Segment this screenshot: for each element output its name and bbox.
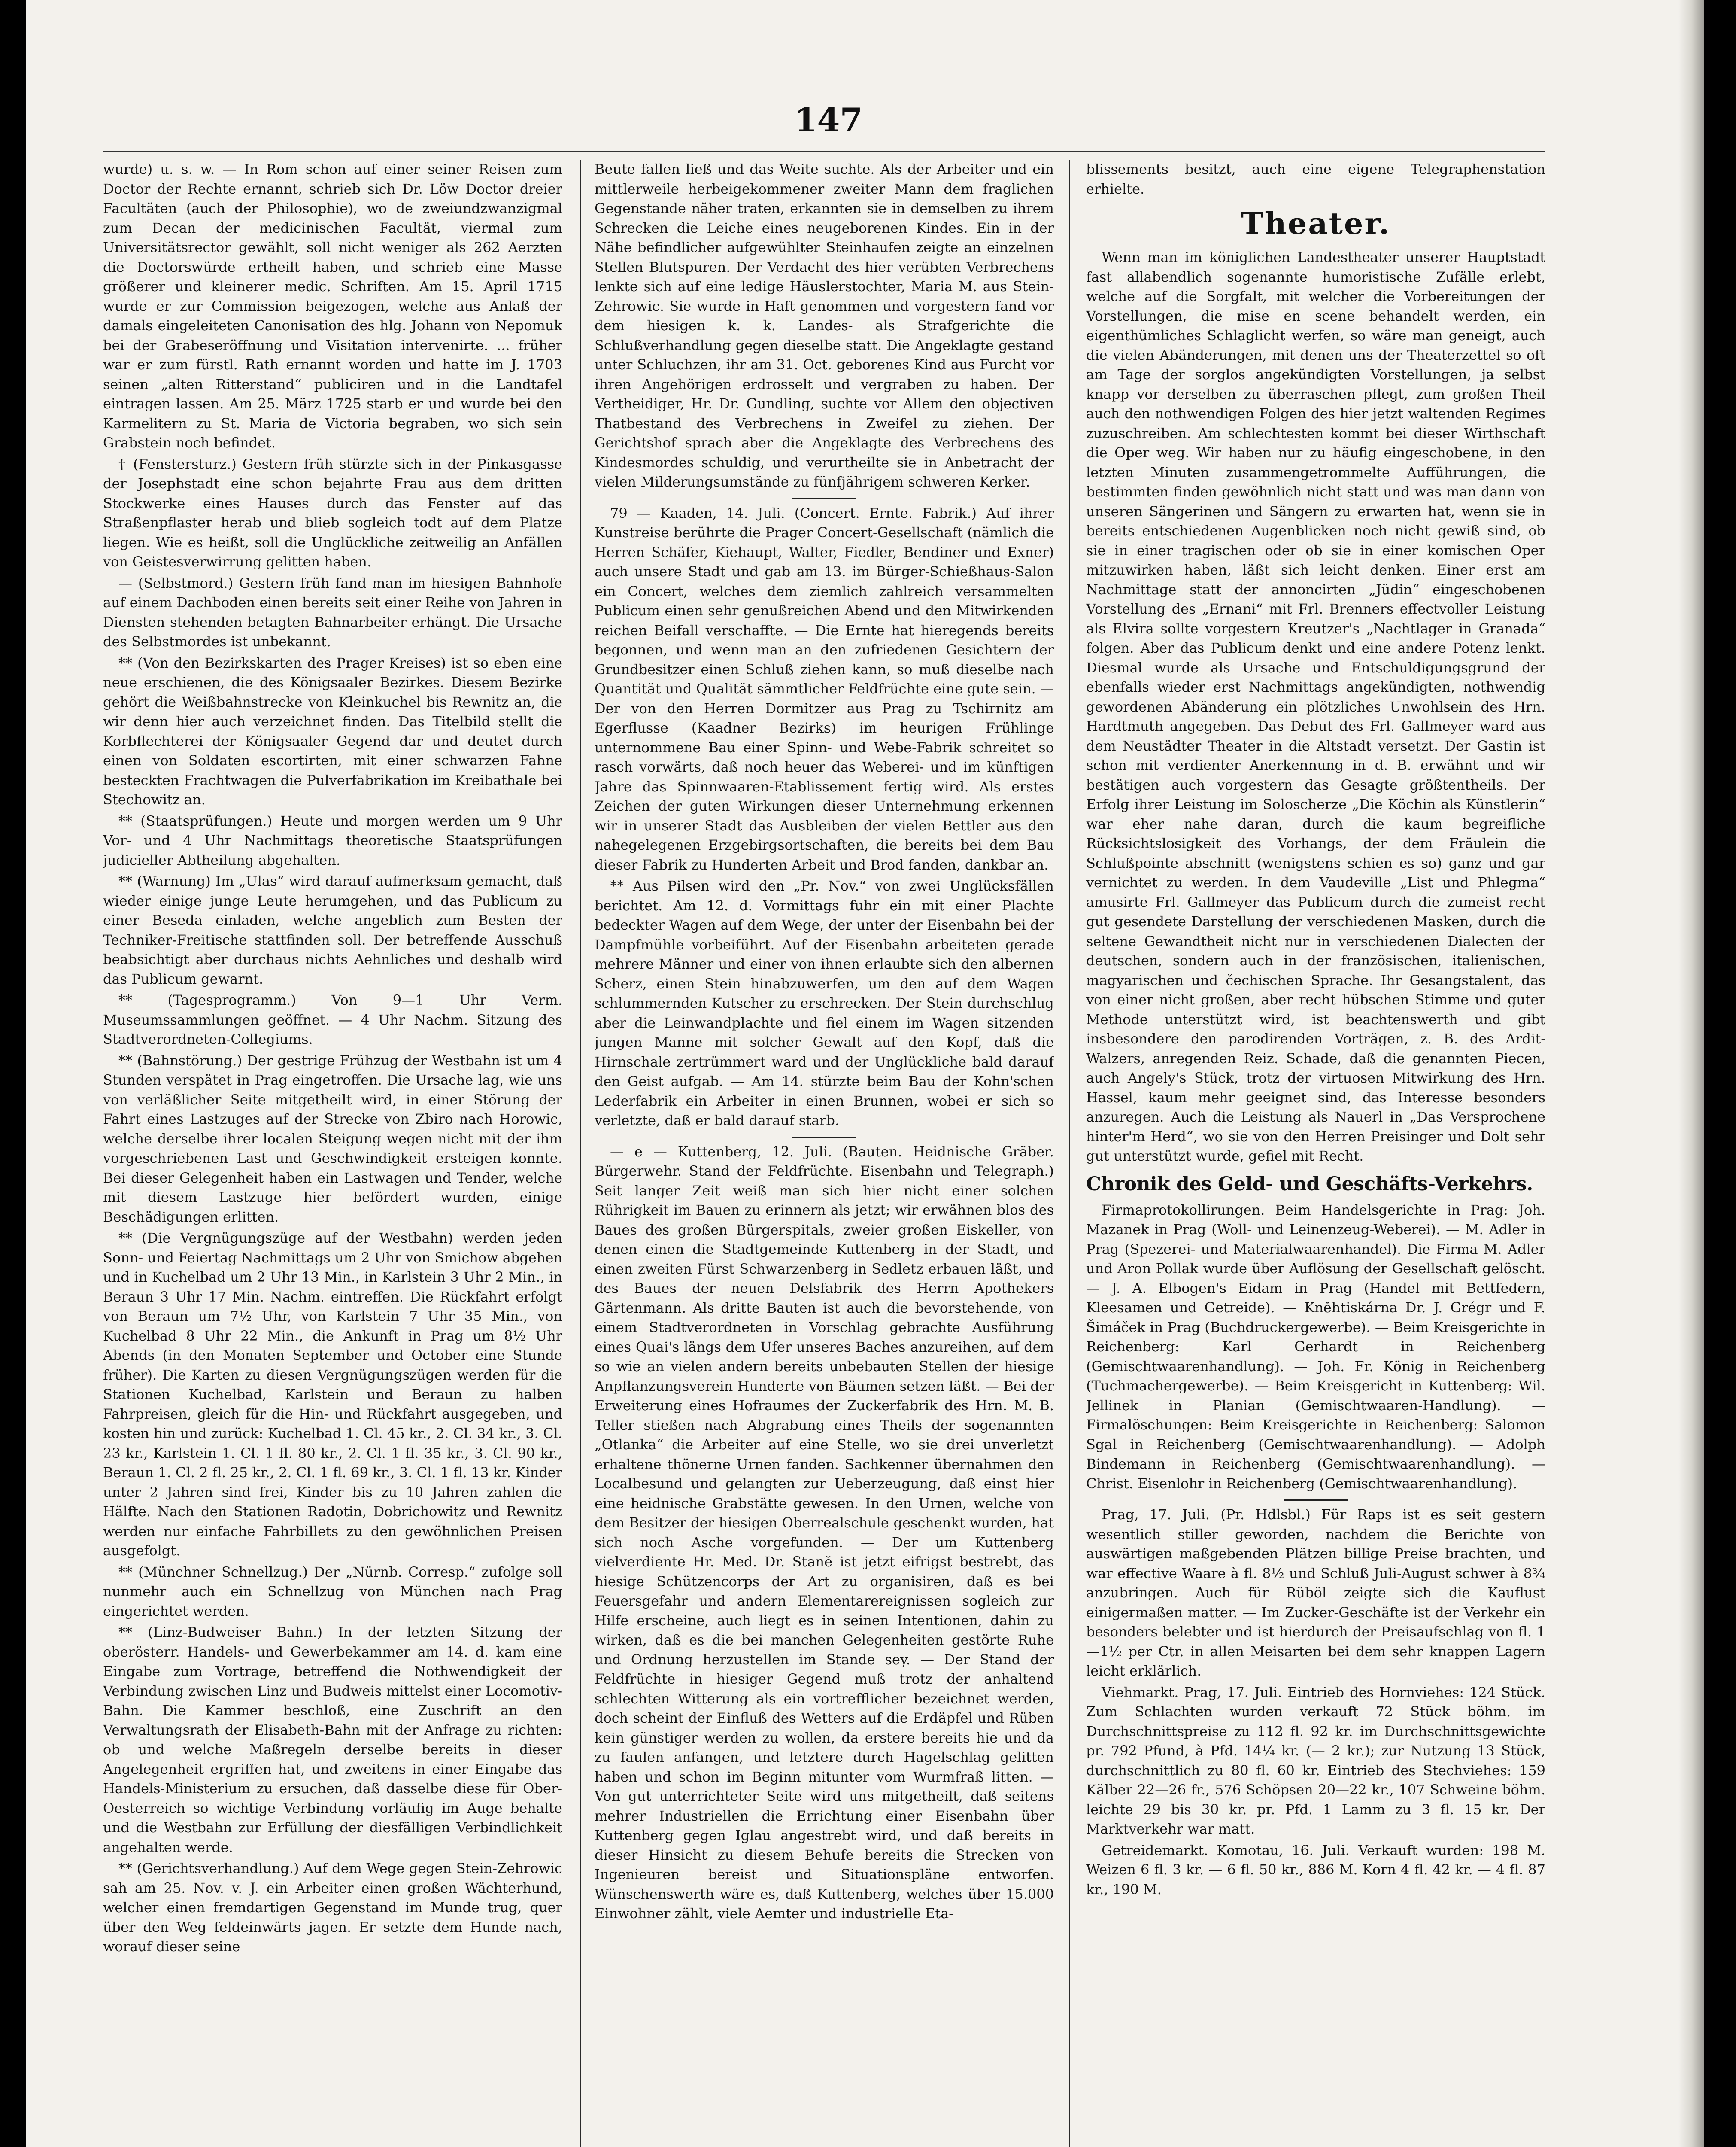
article-paragraph: Viehmarkt. Prag, 17. Juli. Eintrieb des Hornviehes: 124 Stück. Zum Schlachten wurden verkauft 72 Stück böhm. im Durchschnittspreise zu 112 fl. 92 kr. im Durchschnittsgewichte pr. 792 Pfund, à Pfd. 14¼ kr. (— 2 kr.); zur Nutzung 13 Stück, durchschnittlich zu 80 fl. 60 kr. Eintrieb des Stechviehes: 159 Kälber 22—26 fr., 576 Schöpsen 20—22 kr., 107 Schweine böhm. leichte 29 bis 30 kr. pr. Pfd. 1 Lamm zu 3 fl. 15 kr. Der Marktverkehr war matt. [1086,1684,1545,1837]
article-paragraph: — e — Kuttenberg, 12. Juli. (Bauten. Heidnische Gräber. Bürgerwehr. Stand der Feldfrüchte. Eisenbahn und Telegraph.) Seit langer Zeit weiß man sich hier nicht einer solchen Rührigkeit im Bauen zu erinnern als jetzt; wir erwähnen blos des Baues des großen Bürgerspitals, zweier großen Eiskeller, von denen einen die Stadtgemeinde Kuttenberg in der Stadt, und einen zweiten Fürst Schwarzenberg in Sedletz erbauen läßt, und des Baues der neuen Delsfabrik des Herrn Apothekers Gärtenmann. Als dritte Bauten ist auch die bevorstehende, von einem Stadtverordneten in Vorschlag gebrachte Ausführung eines Quai's längs dem Ufer unseres Baches anzureihen, auf dem so wie an vielen andern bereits unbebauten Stellen der hiesige Anpflanzungsverein Hunderte von Bäumen setzen läßt. — Bei der Erweiterung eines Hofraumes der Zuckerfabrik des Hrn. M. B. Teller stießen nach Abgrabung eines Theils der sogenannten „Otlanka“ die Arbeiter auf eine Stelle, wo sie drei unverletzt erhaltene thönerne Urnen fanden. Sachkenner übernahmen den Localbesund und gelangten zur Ueberzeugung, daß einst hier eine heidnische Grabstätte gewesen. In den Urnen, welche von dem Besitzer der hiesigen Oberrealschule geschenkt wurden, hat sich noch Asche vorgefunden. — Der um Kuttenberg vielverdiente Hr. Med. Dr. Stanĕ ist jetzt eifrigst bestrebt, das hiesige Schützencorps der Art zu organisiren, daß es bei Feuersgefahr und andern Elementarereignissen sogleich zur Hilfe erscheine, auch liegt es in seinen Intentionen, dahin zu wirken, daß es die bei manchen Gelegenheiten gestörte Ruhe und Ordnung herzustellen im Stande sey. — Der Stand der Feldfrüchte in hiesiger Gegend muß trotz der anhaltend schlechten Witterung als ein vortrefflicher bezeichnet werden, doch scheint der Einfluß des Wetters auf die Erdäpfel und Rüben kein günstiger werden zu wollen, da erstere bereits hie und da zu faulen anfangen, und letztere durch Hagelschlag gelitten haben und schon im Beginn mitunter vom Wurmfraß litten. — Von gut unterrichteter Seite wird uns mitgetheilt, daß seitens mehrer Industriellen die Errichtung einer Eisenbahn über Kuttenberg gegen Iglau angestrebt wird, und daß bereits in dieser Hinsicht zu diesem Behufe bereits die Strecken von Ingenieuren bereist und Situationspläne entworfen. Wünschenswerth wäre es, daß Kuttenberg, welches über 15.000 Einwohner zählt, viele Aemter und industrielle Eta- [595,1143,1054,1922]
article-paragraph: † (Fenstersturz.) Gestern früh stürzte sich in der Pinkasgasse der Josephstadt eine schon bejahrte Frau aus dem dritten Stockwerke eines Hauses durch das Fenster auf das Straßenpflaster herab und blieb sogleich todt auf dem Platze liegen. Wie es heißt, soll die Unglückliche zeitweilig an Anfällen von Geistesverwirrung gelitten haben. [103,456,562,570]
article-paragraph: blissements besitzt, auch eine eigene Telegraphenstation erhielte. [1086,161,1545,197]
header-rule [103,151,1545,152]
article-paragraph: Getreidemarkt. Komotau, 16. Juli. Verkauft wurden: 198 M. Weizen 6 fl. 3 kr. — 6 fl. 50 kr., 886 M. Korn 4 fl. 42 kr. — 4 fl. 87 kr., 190 M. [1086,1842,1545,1898]
article-separator [792,1137,856,1138]
article-paragraph: ** (Tagesprogramm.) Von 9—1 Uhr Verm. Museumssammlungen geöffnet. — 4 Uhr Nachm. Sitzung des Stadtverordneten-Collegiums. [103,992,562,1047]
article-paragraph: — (Selbstmord.) Gestern früh fand man im hiesigen Bahnhofe auf einem Dachboden einen bereits seit einer Reihe von Jahren in Diensten stehenden betagten Bahnarbeiter erhängt. Die Ursache des Selbstmordes ist unbekannt. [103,575,562,650]
article-separator [792,498,856,499]
article-separator [1284,1499,1348,1501]
article-paragraph: Wenn man im königlichen Landestheater unserer Hauptstadt fast allabendlich sogenannte humoristische Zufälle erlebt, welche auf die Sorgfalt, mit welcher die Vorbereitungen der Vorstellungen, die mise en scene behandelt werden, ein eigenthümliches Schlaglicht werfen, so wäre man geneigt, auch die vielen Abänderungen, mit denen uns der Theaterzettel so oft am Tage der sorglos angekündigten Vorstellungen, ja selbst knapp vor derselben zu überraschen pflegt, zum großen Theil auch den nothwendigen Folgen des hier jetzt waltenden Regimes zuzuschreiben. Am schlechtesten kommt bei dieser Wirthschaft die Oper weg. Wir haben nur zu häufig eingeschobene, in den letzten Minuten zusammengetrommelte Aufführungen, die bestimmten finden gewöhnlich nicht statt und was man dann von unseren Sängerinen und Sängern zu erwarten hat, wenn sie in bereits entschiedenen Augenblicken noch nicht gewiß sind, ob sie in einer tragischen oder ob sie in einer komischen Oper mitzuwirken haben, läßt sich leicht denken. Einer erst am Nachmittage statt der annoncirten „Jüdin“ eingeschobenen Vorstellung des „Ernani“ mit Frl. Brenners effectvoller Leistung als Elvira sollte vorgestern Kreutzer's „Nachtlager in Granada“ folgen. Aber das Publicum denkt und eine andere Potenz lenkt. Diesmal wurde als Ursache und Entschuldigungsgrund der ebenfalls wieder erst Nachmittags angekündigten, nothwendig gewordenen Abänderung ein plötzliches Unwohlsein des Hrn. Hardtmuth angegeben. Das Debut des Frl. Gallmeyer ward aus dem Neustädter Theater in die Altstadt versetzt. Der Gastin ist schon mit verdienter Anerkennung in d. B. erwähnt und wir bestätigen auch vorgestern das Gesagte größtentheils. Der Erfolg ihrer Leistung im Soloscherze „Die Köchin als Künstlerin“ war eher nahe daran, durch die kaum begreifliche Rücksichtslosigkeit des Vorhangs, der dem Fräulein die Schlußpointe abschnitt (wenigstens schien es so) ganz und gar vernichtet zu werden. In dem Vaudeville „List und Phlegma“ amusirte Frl. Gallmeyer das Publicum durch die zumeist recht gut gesendete Darstellung der verschiedenen Masken, durch die seltene Gewandtheit nicht nur in verschiedenen Dialecten der deutschen, sondern auch in der französischen, italienischen, magyarischen und čechischen Sprache. Ihr Gesangstalent, das von einer nicht großen, aber recht hübschen Stimme und guter Methode unterstützt wird, ist beachtenswerth und gibt insbesondere den parodirenden Vorträgen, z. B. des Ardit-Walzers, anregenden Reiz. Schade, daß die genannten Piecen, auch Angely's Stück, trotz der virtuosen Mitwirkung des Hrn. Hassel, kaum mehr geeignet sind, das Interesse besonders anzuregen. Auch die Leistung als Nauerl in „Das Versprochene hinter'm Herd“, wo sie von den Herren Preisinger und Dolt sehr gut unterstützt wurde, gefiel mit Recht. [1086,249,1545,1164]
column-2 [595,160,1054,2147]
article-paragraph: wurde) u. s. w. — In Rom schon auf einer seiner Reisen zum Doctor der Rechte ernannt, schrieb sich Dr. Löw Doctor dreier Facultäten (auch der Philosophie), wo de zweiundzwanzigmal zum Decan der medicinischen Facultät, viermal zum Universitätsrector gewählt, soll nicht weniger als 262 Aerzten die Doctorswürde ertheilt haben, und schrieb eine Masse größerer und kleinerer medic. Schriften. Am 15. April 1715 wurde er zur Commission beigezogen, welche aus Anlaß der damals eingeleiteten Canonisation des hlg. Johann von Nepomuk bei der Grabeseröffnung und Visitation intervenirte. ... früher war er zum fürstl. Rath ernannt worden und hatte im J. 1703 seinen „alten Ritterstand“ publiciren und in die Landtafel eintragen lassen. Am 25. März 1725 starb er und wurde bei den Karmelitern zu St. Maria de Victoria begraben, wo sich sein Grabstein noch befindet. [103,161,562,451]
book-binding-edge [1678,0,1704,2147]
article-paragraph: ** (Die Vergnügungszüge auf der Westbahn) werden jeden Sonn- und Feiertag Nachmittags um 2 Uhr von Smichow abgehen und in Kuchelbad um 2 Uhr 13 Min., in Karlstein 3 Uhr 2 Min., in Beraun 3 Uhr 17 Min. Nachm. eintreffen. Die Rückfahrt erfolgt von Beraun um 7½ Uhr, von Karlstein 7 Uhr 35 Min., von Kuchelbad 8 Uhr 22 Min., die Ankunft in Prag um 8½ Uhr Abends (in den Monaten September und October eine Stunde früher). Die Karten zu diesen Vergnügungszügen werden für die Stationen Kuchelbad, Karlstein und Beraun zu halben Fahrpreisen, gleich für die Hin- und Rückfahrt ausgegeben, und kosten hin und zurück: Kuchelbad 1. Cl. 45 kr., 2. Cl. 34 kr., 3. Cl. 23 kr., Karlstein 1. Cl. 1 fl. 80 kr., 2. Cl. 1 fl. 35 kr., 3. Cl. 90 kr., Beraun 1. Cl. 2 fl. 25 kr., 2. Cl. 1 fl. 69 kr., 3. Cl. 1 fl. 13 kr. Kinder unter 2 Jahren sind frei, Kinder bis zu 10 Jahren zahlen die Hälfte. Nach den Stationen Radotin, Dobrichowitz und Rewnitz werden nur einfache Fahrbillets zu den gewöhnlichen Preisen ausgefolgt. [103,1230,562,1559]
article-paragraph: ** Aus Pilsen wird den „Pr. Nov.“ von zwei Unglücksfällen berichtet. Am 12. d. Vormittags fuhr ein mit einer Plachte bedeckter Wagen auf dem Wege, der unter der Eisenbahn bei der Dampfmühle vorbeiführt. Auf der Eisenbahn arbeiteten gerade mehrere Männer und einer von ihnen erlaubte sich den albernen Scherz, einen Stein hinabzuwerfen, um den auf dem Wagen schlummernden Kutscher zu erschrecken. Der Stein durchschlug aber die Leinwandplachte und fiel einem im Wagen sitzenden jungen Manne mit solcher Gewalt auf den Kopf, daß die Hirnschale zertrümmert ward und der Unglückliche bald darauf den Geist aufgab. — Am 14. stürzte beim Bau der Kohn'schen Lederfabrik ein Arbeiter in einen Brunnen, wobei er sich so verletzte, daß er bald darauf starb. [595,878,1054,1128]
section-heading-chronik: Chronik des Geld- und Geschäfts-Verkehrs. [1086,1173,1533,1195]
section-heading-theater: Theater. [1241,206,1391,241]
article-paragraph: ** (Linz-Budweiser Bahn.) In der letzten Sitzung der oberösterr. Handels- und Gewerbekammer am 14. d. kam eine Eingabe zum Vortrage, betreffend die Nothwendigkeit der Verbindung zwischen Linz und Budweis mittelst einer Locomotiv-Bahn. Die Kammer beschloß, eine Zuschrift an den Verwaltungsrath der Elisabeth-Bahn mit der Anfrage zu richten: ob und welche Maßregeln derselbe bereits in dieser Angelegenheit ergriffen hat, und zweitens in einer Eingabe das Handels-Ministerium zu ersuchen, daß dasselbe diese für Ober-Oesterreich so wichtige Verbindung vorläufig im Auge behalte und die Westbahn zur Erfüllung der diesfälligen Verbindlichkeit angehalten werde. [103,1624,562,1855]
article-paragraph: 79 — Kaaden, 14. Juli. (Concert. Ernte. Fabrik.) Auf ihrer Kunstreise berührte die Prager Concert-Gesellschaft (nämlich die Herren Schäfer, Kiehaupt, Walter, Fiedler, Bendiner und Exner) auch unsere Stadt und gab am 13. im Bürger-Schießhaus-Salon ein Concert, welches dem ziemlich zahlreich versammelten Publicum einen sehr genußreichen Abend und den Mitwirkenden reichen Beifall verschaffte. — Die Ernte hat hieregends bereits begonnen, und wenn man an den zufriedenen Gesichtern der Grundbesitzer einen Schluß ziehen kann, so muß dieselbe nach Quantität und Qualität sämmtlicher Feldfrüchte eine gute sein. — Der von den Herren Dormitzer aus Prag zu Tschirnitz am Egerflusse (Kaadner Bezirks) im heurigen Frühlinge unternommene Bau einer Spinn- und Webe-Fabrik schreitet so rasch vorwärts, daß noch heuer das Weberei- und im künftigen Jahre das Spinnwaaren-Etablissement fertig wird. Als erstes Zeichen der guten Wirkungen dieser Unternehmung erkennen wir in unserer Stadt das Ausbleiben der vielen Bettler aus den nahegelegenen Erzgebirgsortschaften, die bereits bei dem Bau dieser Fabrik zu Hunderten Arbeit und Brod fanden, dankbar an. [595,505,1054,873]
column-1 [103,160,562,2147]
article-paragraph: ** (Bahnstörung.) Der gestrige Frühzug der Westbahn ist um 4 Stunden verspätet in Prag eingetroffen. Die Ursache lag, wie uns von verläßlicher Seite mitgetheilt wird, in einer Störung der Fahrt eines Lastzuges auf der Strecke von Zbiro nach Horowic, welche derselbe ihrer localen Steigung wegen nicht mit der ihm vorgeschriebenen Last und Geschwindigkeit ersteigen konnte. Bei dieser Gelegenheit haben ein Lastwagen und Tender, welche mit diesem Lastzuge hier befördert wurden, einige Beschädigungen erlitten. [103,1052,562,1225]
article-paragraph: Prag, 17. Juli. (Pr. Hdlsbl.) Für Raps ist es seit gestern wesentlich stiller geworden, nachdem die Berichte von auswärtigen maßgebenden Plätzen billige Preise brachten, und war effective Waare à fl. 8½ und Schluß Juli-August schwer à 8¾ anzubringen. Auch für Rüböl zeigte sich die Kauflust einigermaßen matter. — Im Zucker-Geschäfte ist der Verkehr ein besonders belebter und ist hierdurch der Preisaufschlag von fl. 1—1½ per Ctr. in allen Meisarten bei dem sehr knappen Lagern leicht erklärlich. [1086,1506,1545,1679]
column-3 [1086,160,1545,2147]
article-paragraph: ** (Warnung) Im „Ulas“ wird darauf aufmerksam gemacht, daß wieder einige junge Leute herumgehen, und das Publicum zu einer Beseda einladen, welche angeblich zum Besten der Techniker-Freitische stattfinden soll. Der betreffende Ausschuß beabsichtigt aber durchaus nichts Aehnliches und deshalb wird das Publicum gewarnt. [103,873,562,987]
column-rule [580,160,581,2147]
article-paragraph: Beute fallen ließ und das Weite suchte. Als der Arbeiter und ein mittlerweile herbeigekommener zweiter Mann dem fraglichen Gegenstande näher traten, erkannten sie in demselben zu ihrem Schrecken die Leiche eines neugeborenen Kindes. Ein in der Nähe befindlicher aufgewühlter Steinhaufen zeigte an einzelnen Stellen Blutspuren. Der Verdacht des hier verübten Verbrechens lenkte sich auf eine ledige Häuslerstochter, Maria M. aus Stein-Zehrowic. Sie wurde in Haft genommen und vorgestern fand vor dem hiesigen k. k. Landes- als Strafgerichte die Schlußverhandlung gegen dieselbe statt. Die Angeklagte gestand unter Schluchzen, ihr am 31. Oct. geborenes Kind aus Furcht vor ihren Angehörigen erdrosselt und vergraben zu haben. Der Vertheidiger, Hr. Dr. Gundling, suchte vor Allem den objectiven Thatbestand des Verbrechens in Zweifel zu ziehen. Der Gerichtshof sprach aber die Angeklagte des Verbrechens des Kindesmordes schuldig, und verurtheilte sie in Anbetracht der vielen Milderungsumstände zu fünfjährigem schweren Kerker. [595,161,1054,490]
article-paragraph: ** (Gerichtsverhandlung.) Auf dem Wege gegen Stein-Zehrowic sah am 25. Nov. v. J. ein Arbeiter einen großen Wächterhund, welcher einen fremdartigen Gegenstand im Munde trug, quer über den Weg feldeinwärts jagen. Er setzte dem Hunde nach, worauf dieser seine [103,1860,562,1955]
article-paragraph: ** (Staatsprüfungen.) Heute und morgen werden um 9 Uhr Vor- und 4 Uhr Nachmittags theoretische Staatsprüfungen judicieller Abtheilung abgehalten. [103,812,562,868]
column-rule [1069,160,1070,2147]
article-paragraph: Firmaprotokollirungen. Beim Handelsgerichte in Prag: Joh. Mazanek in Prag (Woll- und Leinenzeug-Weberei). — M. Adler in Prag (Spezerei- und Materialwaarenhandel). Die Firma M. Adler und Aron Pollak wurde über Auflösung der Gesellschaft gelöscht. — J. A. Elbogen's Eidam in Prag (Handel mit Bettfedern, Kleesamen und Getreide). — Knĕhtiskárna Dr. J. Grégr und F. Šimáček in Prag (Buchdruckergewerbe). — Beim Kreisgerichte in Reichenberg: Karl Gerhardt in Reichenberg (Gemischtwaarenhandlung). — Joh. Fr. König in Reichenberg (Tuchmachergewerbe). — Beim Kreisgericht in Kuttenberg: Wil. Jellinek in Planian (Gemischtwaaren-Handlung). — Firmalöschungen: Beim Kreisgerichte in Reichenberg: Salomon Sgal in Reichenberg (Gemischtwaarenhandlung). — Adolph Bindemann in Reichenberg (Gemischtwaarenhandlung). — Christ. Eisenlohr in Reichenberg (Gemischtwaarenhandlung). [1086,1201,1545,1492]
page-number: 147 [794,101,863,139]
newspaper-page [26,0,1704,2147]
article-paragraph: ** (Münchner Schnellzug.) Der „Nürnb. Corresp.“ zufolge soll nunmehr auch ein Schnellzug von München nach Prag eingerichtet werden. [103,1563,562,1619]
article-paragraph: ** (Von den Bezirkskarten des Prager Kreises) ist so eben eine neue erschienen, die des Königsaaler Bezirkes. Diesem Bezirke gehört die Weißbahnstrecke von Kleinkuchel bis Rewnitz an, die wir denn hier auch verzeichnet finden. Das Titelbild stellt die Korbflechterei der Königsaaler Gegend dar und deutet durch einen von Soldaten escortirten, mit einer schwarzen Fahne besteckten Frachtwagen die Pulverfabrikation im Kreibathale bei Stechowitz an. [103,654,562,808]
